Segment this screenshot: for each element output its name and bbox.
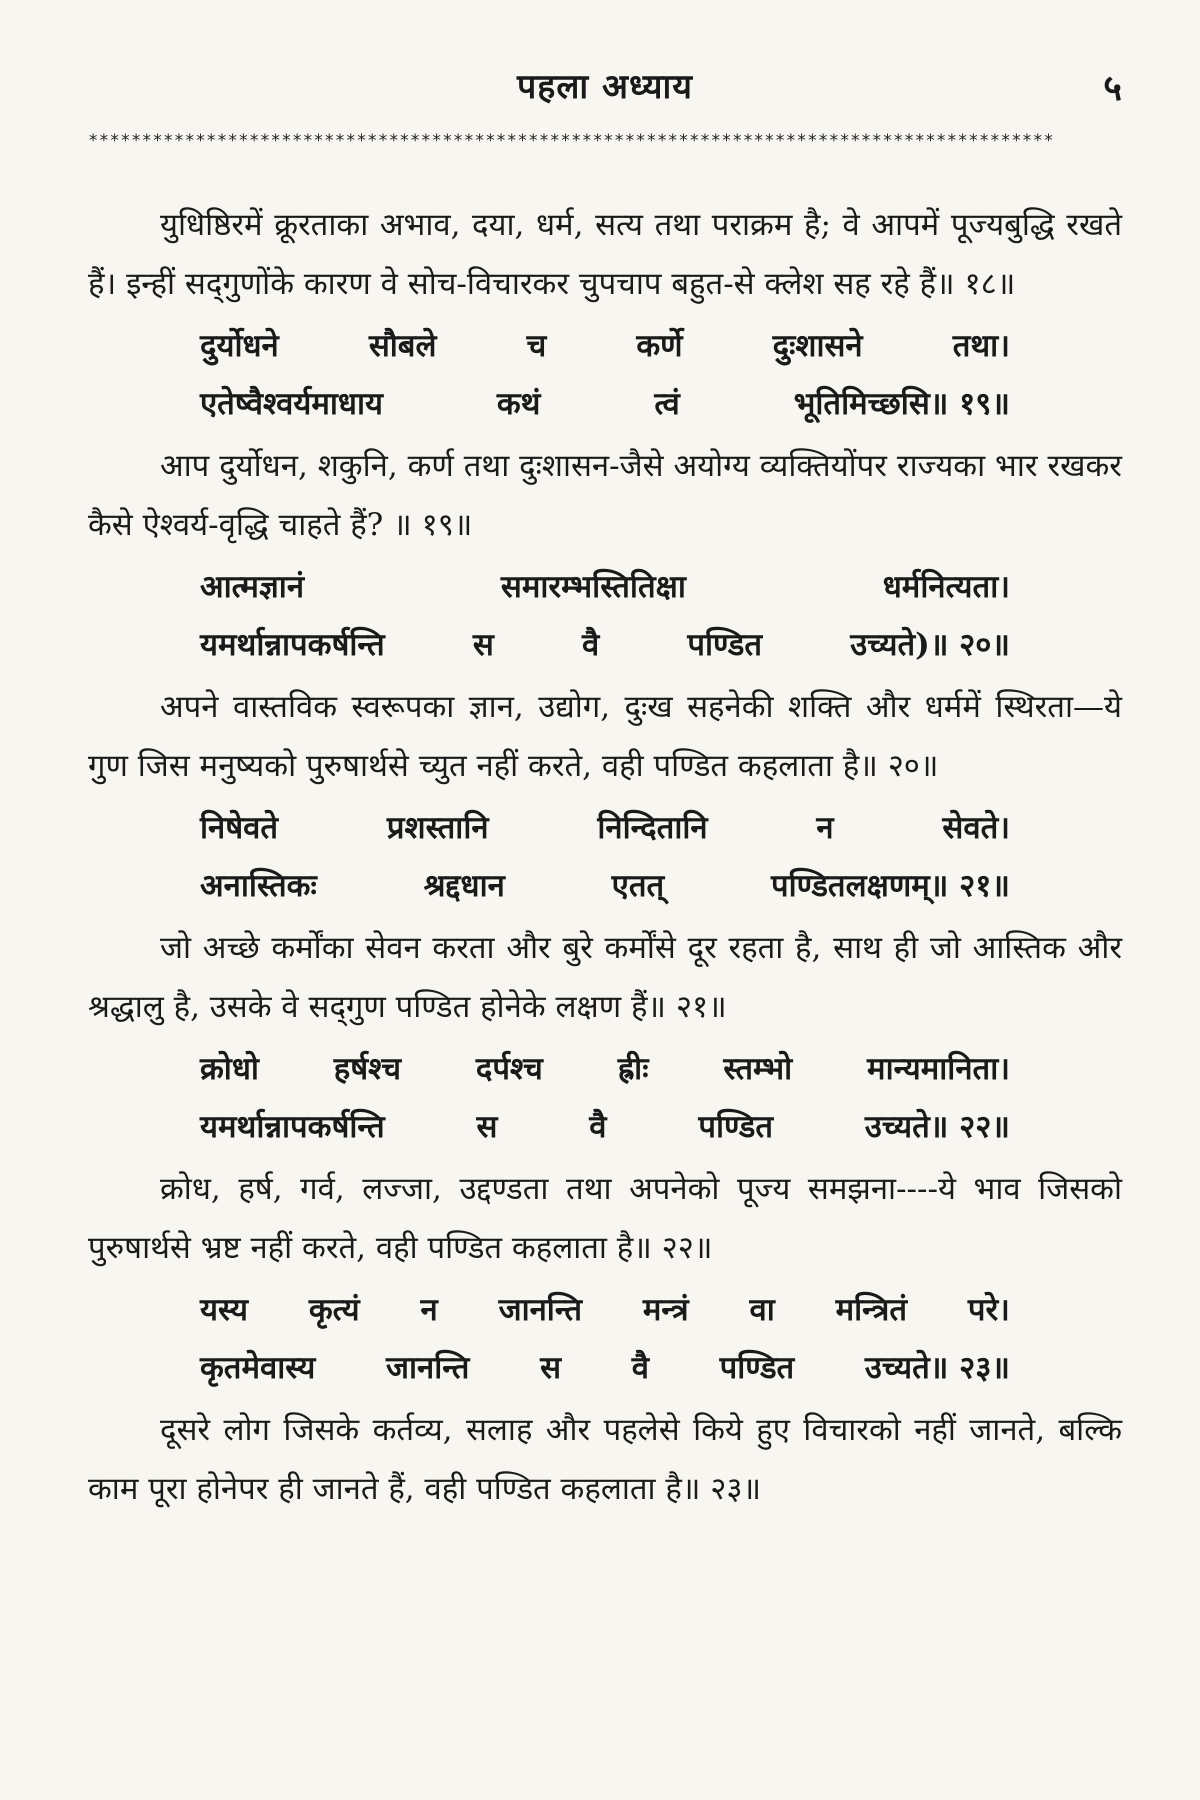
verse-word: कर्णे [636, 328, 683, 364]
verse-word: वै [631, 1350, 649, 1386]
verse-word: कृत्यं [308, 1292, 360, 1328]
verse-word: एतेष्वैश्वर्यमाधाय [200, 386, 383, 422]
verse-word: दुःशासने [772, 328, 863, 364]
verse-word: पण्डितलक्षणम्॥ २१॥ [770, 868, 1010, 904]
page-header [88, 62, 1122, 122]
sanskrit-verse [88, 1281, 1122, 1397]
verse-word: सेवते। [942, 810, 1010, 846]
verse-word: मान्यमानिता। [867, 1051, 1010, 1087]
verse-word: तथा। [952, 328, 1010, 364]
verse-word: पण्डित [698, 1109, 774, 1145]
verse-line [200, 616, 1010, 674]
commentary-paragraph: दूसरे लोग जिसके कर्तव्य, सलाह और पहलेसे किये हुए विचारको नहीं जानते, बल्कि काम पूरा होनेपर ही जानते हैं, वही पण्डित कहलाता है॥ २३॥ [88, 1412, 1122, 1507]
commentary-paragraph: अपने वास्तविक स्वरूपका ज्ञान, उद्योग, दुःख सहनेकी शक्ति और धर्ममें स्थिरता—ये गुण जिस मनुष्यको पुरुषार्थसे च्युत नहीं करते, वही पण्डित कहलाता है॥ २०॥ [88, 689, 1122, 784]
verse-word: वै [581, 627, 600, 663]
verse-word: न [816, 810, 834, 846]
verse-line [200, 558, 1010, 616]
verse-word: पण्डित [687, 627, 763, 663]
verse-word: दुर्योधने [200, 328, 279, 364]
verse-line [200, 375, 1010, 433]
verse-word: च [526, 328, 547, 364]
verse-line [200, 1098, 1010, 1156]
verse-word: हर्षश्च [333, 1051, 402, 1087]
verse-word: परे। [967, 1292, 1010, 1328]
verse-word: वै [589, 1109, 607, 1145]
verse-word: प्रशस्तानि [386, 810, 489, 846]
verse-word: स [476, 1109, 498, 1145]
verse-word: मन्त्रं [642, 1292, 689, 1328]
verse-word: यमर्थान्नापकर्षन्ति [200, 1109, 385, 1145]
verse-word: श्रद्दधान [423, 868, 505, 904]
verse-word: वा [749, 1292, 775, 1328]
verse-word: निन्दितानि [597, 810, 708, 846]
verse-word: आत्मज्ञानं [200, 569, 305, 605]
verse-word: मन्त्रितं [835, 1292, 908, 1328]
verse-word: उच्यते॥ २२॥ [864, 1109, 1010, 1145]
asterisk-divider: ****************************************************************************************** [88, 132, 1055, 150]
verse-word: जानन्ति [498, 1292, 583, 1328]
verse-line [200, 1040, 1010, 1098]
verse-word: ह्रीः [617, 1051, 649, 1087]
page-number: ५ [1103, 67, 1122, 109]
verse-word: यस्य [200, 1292, 249, 1328]
verse-line [200, 317, 1010, 375]
verse-word: स [540, 1350, 562, 1386]
verse-word: समारम्भस्तितिक्षा [500, 569, 686, 605]
verse-line [200, 1339, 1010, 1397]
verse-word: निषेवते [200, 810, 279, 846]
commentary-paragraph: जो अच्छे कर्मोंका सेवन करता और बुरे कर्मोंसे दूर रहता है, साथ ही जो आस्तिक और श्रद्धालु है, उसके वे सद्‌गुण पण्डित होनेके लक्षण हैं॥ २१॥ [88, 930, 1122, 1025]
verse-word: जानन्ति [385, 1350, 470, 1386]
verse-word: दर्पश्च [475, 1051, 543, 1087]
verse-line [200, 1281, 1010, 1339]
verse-word: उच्यते॥ २३॥ [864, 1350, 1010, 1386]
verse-word: त्वं [654, 386, 680, 422]
commentary-paragraph: क्रोध, हर्ष, गर्व, लज्जा, उद्दण्डता तथा अपनेको पूज्य समझना----ये भाव जिसको पुरुषार्थसे भ्रष्ट नहीं करते, वही पण्डित कहलाता है॥ २२॥ [88, 1171, 1122, 1266]
verse-word: न [420, 1292, 438, 1328]
page-body [88, 196, 1122, 1522]
verse-word: कथं [496, 386, 541, 422]
verse-word: पण्डित [719, 1350, 795, 1386]
verse-word: अनास्तिकः [200, 868, 317, 904]
sanskrit-verse [88, 558, 1122, 674]
verse-word: स्तम्भो [723, 1051, 793, 1087]
verse-word: भूतिमिच्छसि॥ १९॥ [793, 386, 1010, 422]
sanskrit-verse [88, 1040, 1122, 1156]
chapter-title: पहला अध्याय [516, 67, 694, 107]
verse-line [200, 799, 1010, 857]
verse-word: एतत् [611, 868, 665, 904]
verse-word: क्रोधो [200, 1051, 259, 1087]
verse-word: यमर्थान्नापकर्षन्ति [200, 627, 385, 663]
commentary-paragraph: युधिष्ठिरमें क्रूरताका अभाव, दया, धर्म, सत्य तथा पराक्रम है; वे आपमें पूज्यबुद्धि रखते हैं। इन्हीं सद्‌गुणोंके कारण वे सोच-विचारकर चुपचाप बहुत-से क्लेश सह रहे हैं॥ १८॥ [88, 207, 1122, 302]
verse-word: कृतमेवास्य [200, 1350, 316, 1386]
verse-word: धर्मनित्यता। [882, 569, 1010, 605]
verse-word: उच्यते)॥ २०॥ [850, 627, 1010, 663]
verse-line [200, 857, 1010, 915]
sanskrit-verse [88, 317, 1122, 433]
verse-word: सौबले [368, 328, 437, 364]
verse-word: स [472, 627, 494, 663]
sanskrit-verse [88, 799, 1122, 915]
commentary-paragraph: आप दुर्योधन, शकुनि, कर्ण तथा दुःशासन-जैसे अयोग्य व्यक्तियोंपर राज्यका भार रखकर कैसे ऐश्वर्य-वृद्धि चाहते हैं? ॥ १९॥ [88, 448, 1122, 543]
